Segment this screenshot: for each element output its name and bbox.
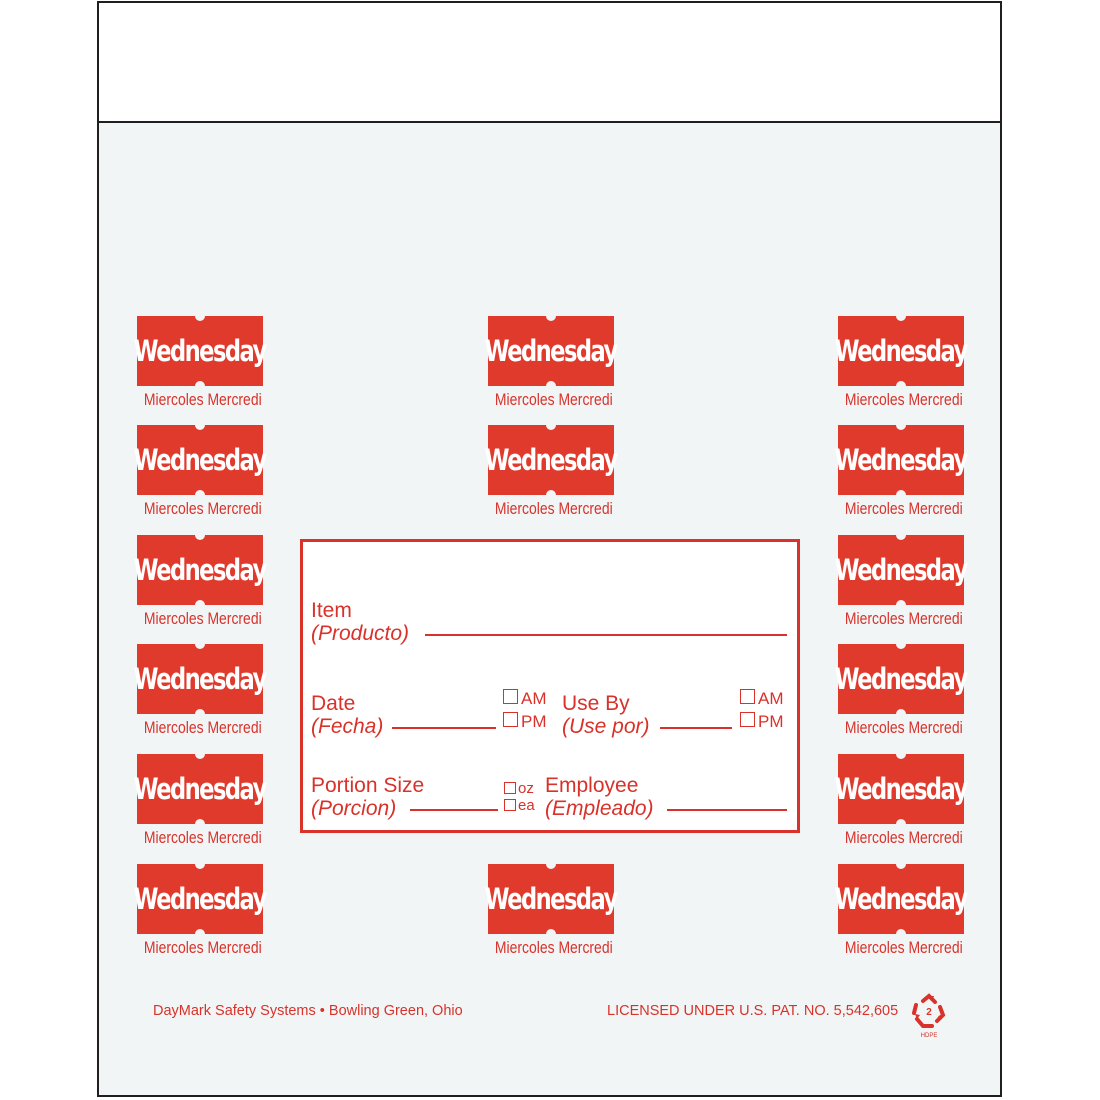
recycle-symbol-icon	[910, 993, 948, 1039]
day-name: Wednesday	[133, 882, 267, 916]
tag-notch	[195, 749, 205, 759]
day-tag	[133, 644, 267, 714]
day-translations	[131, 718, 269, 738]
day-label	[133, 316, 267, 416]
day-tag	[133, 316, 267, 386]
day-name: Wednesday	[484, 882, 618, 916]
day-name: Wednesday	[133, 334, 267, 368]
day-name: Wednesday	[133, 553, 267, 587]
day-label	[133, 864, 267, 964]
tag-notch	[546, 420, 556, 430]
day-name: Wednesday	[133, 772, 267, 806]
date-am-checkbox[interactable]	[503, 689, 518, 704]
tag-notch	[195, 639, 205, 649]
day-translations-text: Miercoles Mercredi	[143, 390, 262, 409]
day-translations	[482, 390, 620, 410]
day-label	[133, 535, 267, 635]
label-form	[300, 539, 800, 833]
day-translations-text: Miercoles Mercredi	[844, 718, 963, 737]
tag-notch	[896, 639, 906, 649]
day-label	[484, 425, 618, 525]
useby-pm-label: PM	[758, 712, 784, 731]
day-tag	[133, 864, 267, 934]
tag-notch	[195, 420, 205, 430]
day-name: Wednesday	[834, 662, 968, 696]
day-name: Wednesday	[834, 334, 968, 368]
tag-notch	[896, 749, 906, 759]
day-tag	[133, 425, 267, 495]
day-translations	[832, 390, 970, 410]
day-name: Wednesday	[484, 443, 618, 477]
day-tag	[484, 425, 618, 495]
date-pm-label: PM	[521, 712, 547, 731]
day-tag	[834, 316, 968, 386]
useby-am-checkbox[interactable]	[740, 689, 755, 704]
useby-label-es: (Use por)	[562, 715, 650, 738]
day-translations-text: Miercoles Mercredi	[494, 938, 613, 957]
item-field-line[interactable]	[425, 634, 787, 636]
tag-notch	[896, 311, 906, 321]
day-translations-text: Miercoles Mercredi	[143, 828, 262, 847]
day-label	[133, 644, 267, 744]
day-label	[133, 754, 267, 854]
day-name: Wednesday	[133, 443, 267, 477]
tag-notch	[896, 530, 906, 540]
recycle-code: 2	[926, 1007, 932, 1018]
day-tag	[484, 864, 618, 934]
day-name: Wednesday	[484, 334, 618, 368]
date-am-label: AM	[521, 689, 547, 708]
day-translations	[832, 828, 970, 848]
day-label	[834, 864, 968, 964]
date-label-es: (Fecha)	[311, 715, 384, 738]
tag-notch	[896, 859, 906, 869]
tag-notch	[195, 311, 205, 321]
day-translations-text: Miercoles Mercredi	[494, 390, 613, 409]
day-translations	[832, 499, 970, 519]
day-label	[834, 425, 968, 525]
day-translations	[131, 938, 269, 958]
day-translations	[482, 499, 620, 519]
useby-label: Use By	[562, 692, 630, 715]
portion-field-line[interactable]	[410, 809, 498, 811]
day-tag	[484, 316, 618, 386]
day-translations	[131, 609, 269, 629]
tag-notch	[195, 530, 205, 540]
day-translations	[832, 718, 970, 738]
date-pm-checkbox[interactable]	[503, 712, 518, 727]
day-translations-text: Miercoles Mercredi	[844, 828, 963, 847]
tag-notch	[896, 420, 906, 430]
day-name: Wednesday	[834, 443, 968, 477]
day-tag	[834, 535, 968, 605]
day-translations-text: Miercoles Mercredi	[143, 718, 262, 737]
day-label	[834, 644, 968, 744]
day-translations	[482, 938, 620, 958]
day-translations-text: Miercoles Mercredi	[494, 499, 613, 518]
day-translations	[131, 390, 269, 410]
day-label	[834, 316, 968, 416]
header-strip	[99, 3, 1000, 123]
day-translations-text: Miercoles Mercredi	[844, 938, 963, 957]
day-translations	[131, 499, 269, 519]
portion-ea-label: ea	[518, 797, 535, 814]
item-label: Item	[311, 599, 352, 622]
day-translations-text: Miercoles Mercredi	[143, 499, 262, 518]
employee-label: Employee	[545, 774, 639, 797]
day-label	[834, 754, 968, 854]
day-name: Wednesday	[834, 772, 968, 806]
portion-oz-label: oz	[518, 780, 534, 797]
tag-notch	[546, 859, 556, 869]
day-translations-text: Miercoles Mercredi	[844, 609, 963, 628]
day-label	[484, 316, 618, 416]
item-label-es: (Producto)	[311, 622, 410, 645]
tag-notch	[195, 859, 205, 869]
day-name: Wednesday	[834, 553, 968, 587]
tag-notch	[546, 311, 556, 321]
employee-field-line[interactable]	[667, 809, 787, 811]
date-label: Date	[311, 692, 356, 715]
day-translations	[832, 609, 970, 629]
day-tag	[834, 864, 968, 934]
day-tag	[834, 425, 968, 495]
day-tag	[834, 754, 968, 824]
day-translations-text: Miercoles Mercredi	[143, 938, 262, 957]
day-translations	[832, 938, 970, 958]
useby-field-line[interactable]	[660, 727, 732, 729]
date-field-line[interactable]	[392, 727, 496, 729]
portion-oz-checkbox[interactable]	[504, 782, 516, 794]
day-name: Wednesday	[834, 882, 968, 916]
useby-pm-checkbox[interactable]	[740, 712, 755, 727]
portion-ea-checkbox[interactable]	[504, 799, 516, 811]
company-credit: DayMark Safety Systems • Bowling Green, Ohio	[153, 1003, 463, 1019]
day-tag	[834, 644, 968, 714]
day-tag	[133, 754, 267, 824]
day-translations-text: Miercoles Mercredi	[844, 390, 963, 409]
portion-label-es: (Porcion)	[311, 797, 397, 820]
patent-notice: LICENSED UNDER U.S. PAT. NO. 5,542,605	[607, 1003, 899, 1019]
useby-am-label: AM	[758, 689, 784, 708]
day-tag	[133, 535, 267, 605]
day-name: Wednesday	[133, 662, 267, 696]
day-translations	[131, 828, 269, 848]
day-translations-text: Miercoles Mercredi	[143, 609, 262, 628]
day-label	[834, 535, 968, 635]
day-translations-text: Miercoles Mercredi	[844, 499, 963, 518]
portion-label: Portion Size	[311, 774, 425, 797]
recycle-material: HDPE	[920, 1033, 938, 1039]
day-label	[484, 864, 618, 964]
employee-label-es: (Empleado)	[545, 797, 654, 820]
day-label	[133, 425, 267, 525]
